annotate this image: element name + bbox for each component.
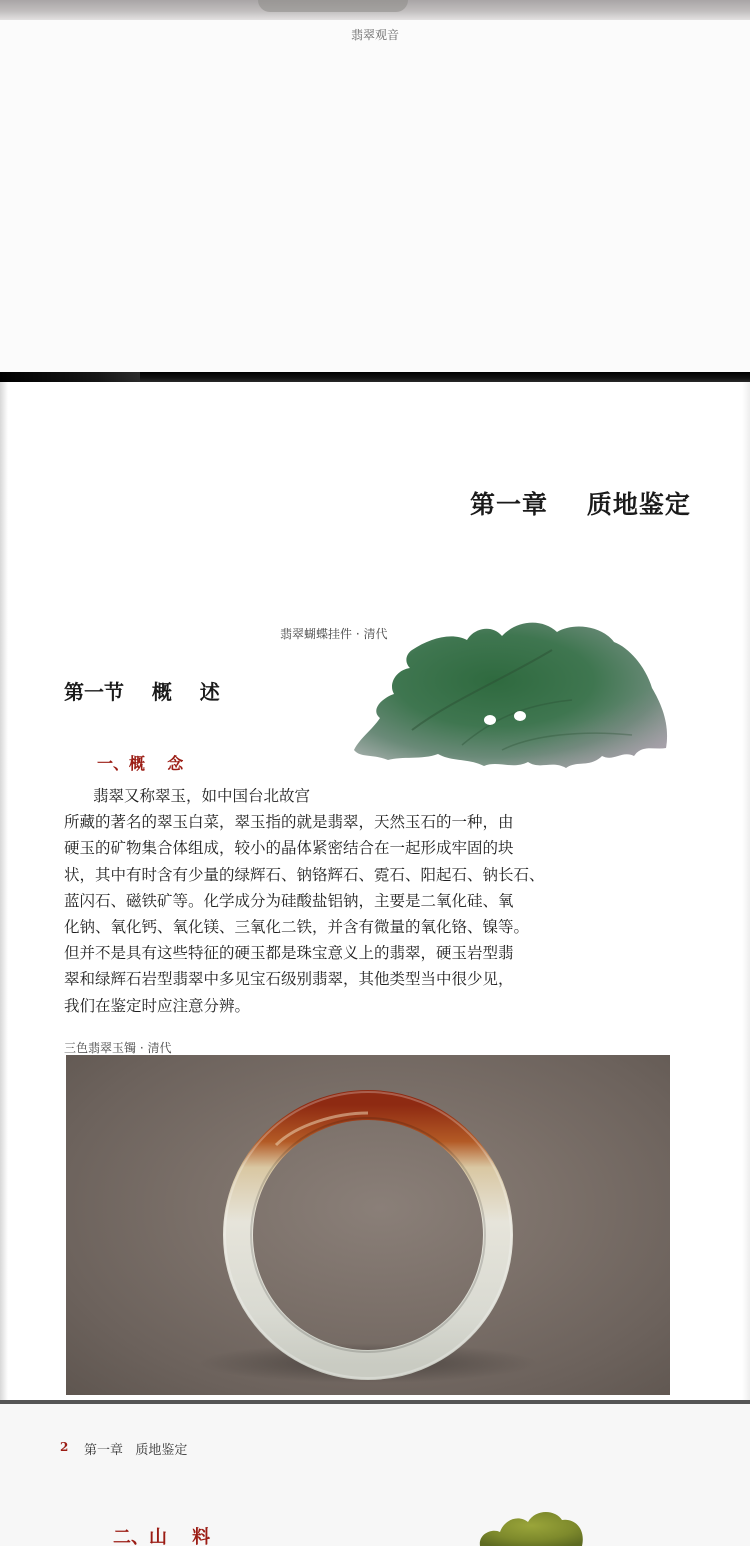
body-line: 翡翠又称翠玉，如中国台北故宫 [93,787,311,805]
page-edge-shadow-right [742,382,750,1400]
subsection-title-concept: 一、概 念 [97,754,184,773]
section-title: 第一节 概 述 [64,680,220,704]
body-line: 状，其中有时含有少量的绿辉石、钠铬辉石、霓石、阳起石、钠长石、 [64,865,545,884]
page-edge-shadow [0,382,8,1400]
body-line: 我们在鉴定时应注意分辨。 [64,996,251,1015]
body-line: 翠和绿辉石岩型翡翠中多见宝石级别翡翠，其他类型当中很少见， [64,970,514,989]
running-head: 第一章 质地鉴定 [84,1443,188,1458]
body-text [64,783,584,1019]
butterfly-caption: 翡翠蝴蝶挂件 · 清代 [280,627,388,641]
guanyin-caption: 翡翠观音 [350,28,399,42]
body-line: 硬玉的矿物集合体组成，较小的晶体紧密结合在一起形成牢固的块 [64,839,514,858]
top-page [0,0,750,372]
jade-bangle-image [66,1055,670,1395]
page-gap [0,372,750,382]
guanyin-photo-strip [0,0,750,20]
page-number: 2 [60,1440,69,1454]
jade-carving-image [470,1498,590,1546]
jade-butterfly-pendant-image [352,610,672,772]
body-line: 化钠、氧化钙、氧化镁、三氧化二铁，并含有微量的氧化铬、镍等。 [64,918,530,937]
body-line: 所藏的著名的翠玉白菜，翠玉指的就是翡翠，天然玉石的一种，由 [64,813,514,832]
bangle-caption: 三色翡翠玉镯 · 清代 [64,1041,172,1055]
body-line: 蓝闪石、磁铁矿等。化学成分为硅酸盐铝钠，主要是二氧化硅、氧 [64,891,514,910]
body-line: 但并不是具有这些特征的硬玉都是珠宝意义上的翡翠，硬玉岩型翡 [64,944,514,963]
jade-bangle-photo [66,1055,670,1395]
subsection-title-mountain-material: 二、山 料 [113,1527,211,1548]
chapter-title: 第一章 质地鉴定 [470,490,691,519]
